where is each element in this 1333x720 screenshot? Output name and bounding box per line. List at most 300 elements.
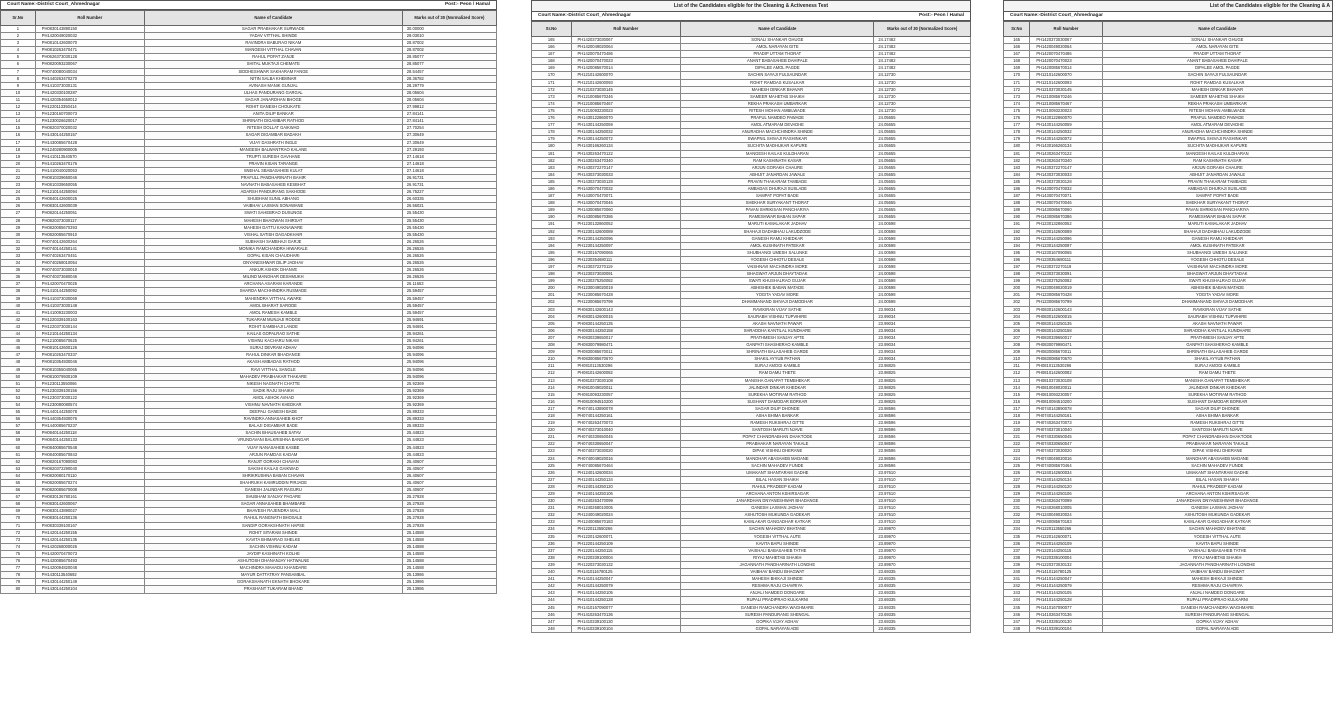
cell-roll-number: PH1430070470032 [1030, 185, 1102, 192]
cell-marks: 24.05655 [874, 207, 971, 214]
cell-sr-no: 168 [1004, 58, 1030, 65]
cell-marks: 28.85077 [402, 61, 496, 68]
sheet-header [0, 0, 497, 10]
table-row [1, 146, 497, 153]
table-row [532, 342, 971, 349]
cell-candidate-name: SANTOSH MARUTI NJAVE [681, 427, 874, 434]
cell-marks: 25.44823 [402, 444, 496, 451]
cell-roll-number: PH0740080040034 [35, 68, 144, 75]
table-row [1004, 72, 1333, 79]
cell-candidate-name: RAHUL RANGNATH BHOSALE [144, 515, 402, 522]
cell-roll-number: PH0830144250158 [571, 327, 681, 334]
cell-marks: 24.05655 [874, 150, 971, 157]
cell-candidate-name: MANGESH VITTHAL CHAVAN [144, 47, 402, 54]
cell-candidate-name: PRABHAKAR NARAYAN TAKALE [1102, 441, 1332, 448]
table-row [532, 469, 971, 476]
cell-candidate-name: GANESH LAXMAN JADHAV [1102, 505, 1332, 512]
cell-sr-no: 196 [532, 256, 572, 263]
cell-marks: 24.05655 [874, 115, 971, 122]
cell-candidate-name: JAYDIP KASHINATH KOLHE [144, 550, 402, 557]
cell-sr-no: 173 [532, 93, 572, 100]
cell-marks: 25.94691 [402, 323, 496, 330]
table-row [1, 61, 497, 68]
table-row [1004, 37, 1333, 44]
cell-roll-number: PH0830079980471 [1030, 342, 1102, 349]
table-row [1004, 576, 1333, 583]
cell-roll-number: PH0626373030128 [35, 54, 144, 61]
cell-candidate-name: PRAVIN KISAN TARANGE [144, 160, 402, 167]
table-row [532, 448, 971, 455]
cell-roll-number: PH0740263470073 [1030, 420, 1102, 427]
cell-candidate-name: SUBHASH SAMBHAJI GARJE [144, 238, 402, 245]
cell-sr-no: 210 [1004, 356, 1030, 363]
cell-sr-no: 208 [1004, 342, 1030, 349]
cell-sr-no: 183 [532, 164, 572, 171]
cell-sr-no: 14 [1, 118, 36, 125]
table-row [1004, 150, 1333, 157]
cell-candidate-name: NITIN SALBA KHEMNAR [144, 75, 402, 82]
cell-candidate-name: MANGESH BALWANTRAO KALANE [144, 146, 402, 153]
cell-roll-number: PH1420354650012 [35, 96, 144, 103]
cell-candidate-name: SHEKHAR SURYAKANT THORAT [1102, 200, 1332, 207]
cell-sr-no: 237 [532, 547, 572, 554]
table-row [532, 512, 971, 519]
table-row [1, 437, 497, 444]
cell-roll-number: PH1410040020053 [35, 167, 144, 174]
cell-sr-no: 76 [1, 558, 36, 565]
cell-sr-no: 202 [532, 299, 572, 306]
cell-candidate-name: NAVNATH BABASAHEB KESBHAT [144, 182, 402, 189]
cell-candidate-name: BILAL HASAN SHAIKH [1102, 476, 1332, 483]
table-row [1004, 611, 1333, 618]
cell-candidate-name: MAHADEV PRABHAKAR THAKARE [144, 373, 402, 380]
cell-sr-no: 217 [1004, 405, 1030, 412]
table-row [1004, 271, 1333, 278]
cell-marks: 28.36782 [402, 75, 496, 82]
cell-sr-no: 247 [1004, 618, 1030, 625]
cell-candidate-name: BHAGWAT ARJUN DHAYTADAK [1102, 271, 1332, 278]
cell-sr-no: 32 [1, 245, 36, 252]
cell-roll-number: PH1410144250105 [571, 590, 681, 597]
cell-roll-number: PH0830143890027 [35, 508, 144, 515]
cell-roll-number: PH1230026620017 [35, 118, 144, 125]
table-row [1004, 469, 1333, 476]
cell-sr-no: 212 [1004, 370, 1030, 377]
cell-roll-number: PH1220373030144 [35, 323, 144, 330]
cell-roll-number: PH1410263470136 [1030, 611, 1102, 618]
cell-candidate-name: KAVITA BAPU SHINDE [681, 540, 874, 547]
cell-roll-number: PH1430070470032 [571, 185, 681, 192]
cell-candidate-name: GOPAL NARAYAN ADE [1102, 625, 1332, 632]
table-row [1004, 221, 1333, 228]
cell-marks: 23.69335 [874, 597, 971, 604]
cell-sr-no: 167 [1004, 51, 1030, 58]
cell-candidate-name: SHITAL MUKTAJI CHEMATE [144, 61, 402, 68]
merit-sheet-page-1 [0, 0, 497, 720]
cell-roll-number: PH0820167090083 [35, 458, 144, 465]
cell-roll-number: PH1230144250096 [571, 235, 681, 242]
cell-sr-no: 205 [532, 320, 572, 327]
cell-marks: 23.69335 [874, 604, 971, 611]
table-row [532, 526, 971, 533]
table-row [1, 359, 497, 366]
table-row [1004, 526, 1333, 533]
table-row [1004, 320, 1333, 327]
cell-candidate-name: ASHA BHIMA BANKAR [681, 412, 874, 419]
cell-marks: 23.99034 [874, 327, 971, 334]
cell-sr-no: 220 [532, 427, 572, 434]
cell-sr-no: 22 [1, 174, 36, 181]
cell-candidate-name: MANISHA GANAPAT TEMBHEKAR [1102, 377, 1332, 384]
cell-roll-number: PH1430263470340 [571, 157, 681, 164]
cell-candidate-name: RANJIT GORAKH CHAVAN [144, 458, 402, 465]
cell-candidate-name: SHUBHANGI UMESH SALUNKE [1102, 249, 1332, 256]
cell-candidate-name: DHAMMANAND SHIVAJI DAMODHAR [1102, 299, 1332, 306]
cell-marks: 28.85077 [402, 54, 496, 61]
table-row [1004, 122, 1333, 129]
cell-sr-no: 194 [532, 242, 572, 249]
cell-sr-no: 44 [1, 331, 36, 338]
cell-marks: 26.11653 [402, 281, 496, 288]
cell-sr-no: 211 [1004, 363, 1030, 370]
court-name: Court Name:-District Court_Ahmednagar [7, 2, 101, 7]
cell-roll-number: PH1430070470046 [571, 200, 681, 207]
cell-candidate-name: SHAKIL AYYUB PATHAN [1102, 356, 1332, 363]
cell-sr-no: 78 [1, 572, 36, 579]
cell-candidate-name: AKASH NAVNATH PAWAR [1102, 320, 1332, 327]
cell-roll-number: PH0830142600143 [1030, 306, 1102, 313]
cell-sr-no: 176 [532, 115, 572, 122]
cell-roll-number: PH0810355040065 [35, 366, 144, 373]
cell-candidate-name: MANGESH KAILAS KULDHARAN [681, 150, 874, 157]
table-row [1, 295, 497, 302]
cell-sr-no: 184 [532, 171, 572, 178]
table-row [1004, 136, 1333, 143]
cell-candidate-name: ADARSH PANDURANG SAKHODE [144, 189, 402, 196]
table-row [1004, 171, 1333, 178]
cell-roll-number: PH1420070470023 [1030, 58, 1102, 65]
cell-sr-no: 226 [532, 469, 572, 476]
cell-candidate-name: RAVI VITTHAL SANGLE [144, 366, 402, 373]
cell-roll-number: PH0740144250161 [1030, 412, 1102, 419]
cell-roll-number: PH1410144250105 [1030, 590, 1102, 597]
table-row [1, 366, 497, 373]
cell-marks: 23.69335 [874, 569, 971, 576]
list-title: List of the Candidates eligible for the Cleaning & A [1003, 0, 1333, 11]
cell-candidate-name: PRAFUL NAMDEO PAWADE [681, 115, 874, 122]
cell-roll-number: PH1410144250079 [1030, 583, 1102, 590]
cell-marks: 24.17482 [874, 44, 971, 51]
table-row [1004, 86, 1333, 93]
cell-roll-number: PH0740085670464 [571, 462, 681, 469]
cell-roll-number: PH1410116780125 [1030, 569, 1102, 576]
table-row [1, 125, 497, 132]
cell-roll-number: PH1410093230003 [35, 309, 144, 316]
cell-roll-number: PH0820085670910 [35, 231, 144, 238]
cell-roll-number: PH1430263470122 [1030, 150, 1102, 157]
table-row [1004, 327, 1333, 334]
cell-candidate-name: YOGITA YADAV MORE [681, 292, 874, 299]
cell-sr-no: 236 [532, 540, 572, 547]
cell-sr-no: 238 [1004, 554, 1030, 561]
table-row [532, 122, 971, 129]
cell-roll-number: PH1430122860070 [1030, 115, 1102, 122]
cell-sr-no: 70 [1, 515, 36, 522]
cell-sr-no: 176 [1004, 115, 1030, 122]
table-row [532, 576, 971, 583]
cell-marks: 25.92369 [402, 401, 496, 408]
cell-sr-no: 197 [532, 264, 572, 271]
table-row [1, 394, 497, 401]
table-row [1004, 505, 1333, 512]
table-row [532, 540, 971, 547]
cell-marks: 23.89970 [874, 554, 971, 561]
cell-sr-no: 216 [532, 398, 572, 405]
cell-marks: 25.13986 [402, 572, 496, 579]
cell-roll-number: PH0740330650047 [571, 441, 681, 448]
table-row [1004, 363, 1333, 370]
cell-marks: 25.55430 [402, 224, 496, 231]
table-row [1, 331, 497, 338]
cell-roll-number: PH0740373010040 [571, 427, 681, 434]
cell-roll-number: PH1210142600070 [1030, 72, 1102, 79]
cell-roll-number: PH1230372270119 [1030, 264, 1102, 271]
table-row [532, 171, 971, 178]
cell-sr-no: 11 [1, 96, 36, 103]
cell-roll-number: PH0740330650045 [1030, 434, 1102, 441]
cell-marks: 23.89970 [874, 540, 971, 547]
col-roll: Roll Number [1030, 22, 1102, 37]
cell-roll-number: PH0820373030117 [35, 217, 144, 224]
cell-candidate-name: SUCHITA MADHUKAR KAPURE [681, 143, 874, 150]
table-row [1, 586, 497, 593]
cell-candidate-name: SONALI SHANKAR GHUGE [1102, 37, 1332, 44]
cell-sr-no: 68 [1, 501, 36, 508]
cell-candidate-name: VAISHNAVI MACHINDRA MORE [681, 264, 874, 271]
table-row [1, 111, 497, 118]
cell-roll-number: PH1420049020032 [35, 33, 144, 40]
cell-sr-no: 66 [1, 487, 36, 494]
cell-sr-no: 200 [532, 285, 572, 292]
cell-candidate-name: YADAV VITTHAL SHINDE [144, 33, 402, 40]
cell-roll-number: PH0740263470073 [571, 420, 681, 427]
cell-candidate-name: ANURADHA MACHCHINDRA SHINDE [1102, 129, 1332, 136]
cell-sr-no: 170 [532, 72, 572, 79]
table-row [532, 498, 971, 505]
cell-candidate-name: RAMESH RUKSHRAJ GITTE [681, 420, 874, 427]
cell-marks: 25.14588 [402, 550, 496, 557]
cell-roll-number: PH1430144250072 [571, 136, 681, 143]
table-row [1, 104, 497, 111]
table-row [532, 51, 971, 58]
cell-marks: 24.17482 [874, 51, 971, 58]
cell-sr-no: 219 [1004, 420, 1030, 427]
cell-candidate-name: GANPATI SHASHERAO KAMBLE [1102, 342, 1332, 349]
cell-candidate-name: SANTOSH MARUTI NJAVE [1102, 427, 1332, 434]
cell-roll-number: PH0840085670843 [35, 451, 144, 458]
post-name: Post:- Peon / Hamal [918, 13, 964, 18]
cell-roll-number: PH0830085670670 [571, 356, 681, 363]
table-row [1004, 554, 1333, 561]
table-row [1, 217, 497, 224]
table-row [532, 391, 971, 398]
cell-marks: 25.40607 [402, 480, 496, 487]
cell-sr-no: 206 [1004, 327, 1030, 334]
table-row [1, 529, 497, 536]
cell-sr-no: 197 [1004, 264, 1030, 271]
table-row [1, 401, 497, 408]
col-marks: Marks out of 30 (Normalized Score) [874, 22, 971, 37]
cell-marks: 25.92369 [402, 380, 496, 387]
cell-sr-no: 165 [532, 37, 572, 44]
cell-sr-no: 178 [532, 129, 572, 136]
table-row [532, 235, 971, 242]
cell-candidate-name: ANANT BABASAHEB DAHIFALE [681, 58, 874, 65]
cell-marks: 26.56021 [402, 203, 496, 210]
cell-roll-number: PH1240049020024 [1030, 512, 1102, 519]
cell-candidate-name: ABHIJIT JANARDAN JAWALE [1102, 171, 1332, 178]
cell-marks: 23.99034 [874, 349, 971, 356]
cell-sr-no: 187 [1004, 193, 1030, 200]
table-row [532, 150, 971, 157]
cell-candidate-name: NIKESH NAGNATH CHATTE [144, 380, 402, 387]
cell-candidate-name: SACHIN BHAUSAHEB SATAV [144, 430, 402, 437]
cell-sr-no: 235 [532, 533, 572, 540]
cell-roll-number: PH0810263470337 [35, 352, 144, 359]
cell-candidate-name: VRUNDAVANI BALKRISHNA BANGAR [144, 437, 402, 444]
table-row [1004, 264, 1333, 271]
table-row [532, 611, 971, 618]
cell-candidate-name: RAVIKIRAN VIJAY SATHE [1102, 306, 1332, 313]
cell-sr-no: 171 [532, 79, 572, 86]
cell-sr-no: 239 [1004, 561, 1030, 568]
table-row [532, 100, 971, 107]
cell-candidate-name: PRAVIN THAKARAM TAMBADE [681, 178, 874, 185]
cell-candidate-name: ASHUTOSH MUKUNDA GADEKAR [681, 512, 874, 519]
cell-sr-no: 222 [1004, 441, 1030, 448]
table-row [532, 434, 971, 441]
cell-sr-no: 59 [1, 437, 36, 444]
cell-marks: 23.99034 [874, 313, 971, 320]
table-row [532, 320, 971, 327]
cell-roll-number: PH0820085670274 [35, 480, 144, 487]
table-row [532, 278, 971, 285]
cell-sr-no: 199 [1004, 278, 1030, 285]
table-row [532, 185, 971, 192]
cell-marks: 23.69335 [874, 583, 971, 590]
cell-sr-no: 204 [1004, 313, 1030, 320]
table-row [1004, 370, 1333, 377]
cell-marks: 25.14588 [402, 536, 496, 543]
cell-roll-number: PH1220339100163 [35, 316, 144, 323]
cell-sr-no: 193 [1004, 235, 1030, 242]
cell-candidate-name: AMOL NARAYAN GITE [681, 44, 874, 51]
cell-marks: 25.13986 [402, 586, 496, 593]
cell-sr-no: 227 [1004, 476, 1030, 483]
table-row [1, 416, 497, 423]
cell-candidate-name: SHARDA MACHHINDRA RUSMADE [144, 288, 402, 295]
cell-marks: 28.54457 [402, 68, 496, 75]
cell-candidate-name: MILIND MANOHAR DESHMUKH [144, 274, 402, 281]
cell-sr-no: 39 [1, 295, 36, 302]
table-row [532, 164, 971, 171]
cell-sr-no: 204 [532, 313, 572, 320]
table-row [1004, 434, 1333, 441]
cell-roll-number: PH1240280900005 [35, 146, 144, 153]
table-row [1004, 356, 1333, 363]
cell-candidate-name: SACHIN SAYAJI FULSAUNDAR [681, 72, 874, 79]
cell-candidate-name: RESHMA RAJU CHAVRIYA [681, 583, 874, 590]
cell-candidate-name: ARJUN RAMDAS KADAM [144, 451, 402, 458]
cell-sr-no: 71 [1, 522, 36, 529]
cell-roll-number: PH0740049020016 [1030, 455, 1102, 462]
cell-roll-number: PH1240144250120 [571, 483, 681, 490]
cell-candidate-name: PAVAN SHRIKISAN PANCHARIYA [681, 207, 874, 214]
cell-marks: 25.40607 [402, 465, 496, 472]
table-row [532, 256, 971, 263]
cell-candidate-name: POPAT CHANDRABHAN DHAKTODE [681, 434, 874, 441]
cell-sr-no: 174 [1004, 100, 1030, 107]
cell-roll-number: PH1240144250106 [1030, 491, 1102, 498]
cell-candidate-name: AMOL NARAYAN GITE [1102, 44, 1332, 51]
cell-marks: 24.05655 [874, 164, 971, 171]
cell-marks: 26.75227 [402, 189, 496, 196]
cell-roll-number: PH1430144250032 [1030, 129, 1102, 136]
table-row [1004, 285, 1333, 292]
cell-sr-no: 169 [1004, 65, 1030, 72]
cell-marks: 23.97610 [874, 483, 971, 490]
cell-roll-number: PH1420094820048 [35, 565, 144, 572]
table-row [532, 597, 971, 604]
cell-candidate-name: VIJAY DASHRATH INGLE [144, 139, 402, 146]
cell-roll-number: PH0740085670464 [1030, 462, 1102, 469]
cell-roll-number: PH1410167090077 [571, 604, 681, 611]
cell-roll-number: PH1420070470486 [1030, 51, 1102, 58]
cell-roll-number: PH1230142600089 [1030, 228, 1102, 235]
cell-roll-number: PH1430144250059 [571, 122, 681, 129]
cell-roll-number: PH1240144250134 [571, 476, 681, 483]
table-row [1, 274, 497, 281]
cell-roll-number: PH0830144250158 [1030, 327, 1102, 334]
cell-roll-number: PH1430085670060 [1030, 207, 1102, 214]
cell-candidate-name: PRAFULL PANDHARINATH BAHIR [144, 174, 402, 181]
cell-roll-number: PH1420268000026 [35, 543, 144, 550]
cell-candidate-name: SAGAR ANNASAHEB BHAMBARE [144, 501, 402, 508]
cell-candidate-name: MACHINDRA MAHADU KHANDARE [144, 565, 402, 572]
cell-roll-number: PH1220373030132 [1030, 561, 1102, 568]
cell-roll-number: PH0830085670011 [1030, 349, 1102, 356]
cell-roll-number: PH1230142600089 [571, 228, 681, 235]
cell-sr-no: 192 [1004, 228, 1030, 235]
table-row [1004, 547, 1333, 554]
cell-marks: 24.00598 [874, 242, 971, 249]
table-row [1004, 412, 1333, 419]
col-roll: Roll Number [571, 22, 681, 37]
cell-roll-number: PH0830144250135 [571, 320, 681, 327]
table-row [1004, 228, 1333, 235]
cell-candidate-name: TRUPTI SURESH GAVHANE [144, 153, 402, 160]
cell-marks: 25.89333 [402, 423, 496, 430]
table-row [1004, 455, 1333, 462]
cell-roll-number: PH1210085670625 [35, 338, 144, 345]
cell-sr-no: 191 [1004, 221, 1030, 228]
table-row [532, 583, 971, 590]
cell-roll-number: PH1420070470023 [571, 58, 681, 65]
cell-sr-no: 42 [1, 316, 36, 323]
cell-sr-no: 175 [1004, 107, 1030, 114]
cell-roll-number: PH0820370020032 [35, 125, 144, 132]
cell-sr-no: 186 [1004, 185, 1030, 192]
